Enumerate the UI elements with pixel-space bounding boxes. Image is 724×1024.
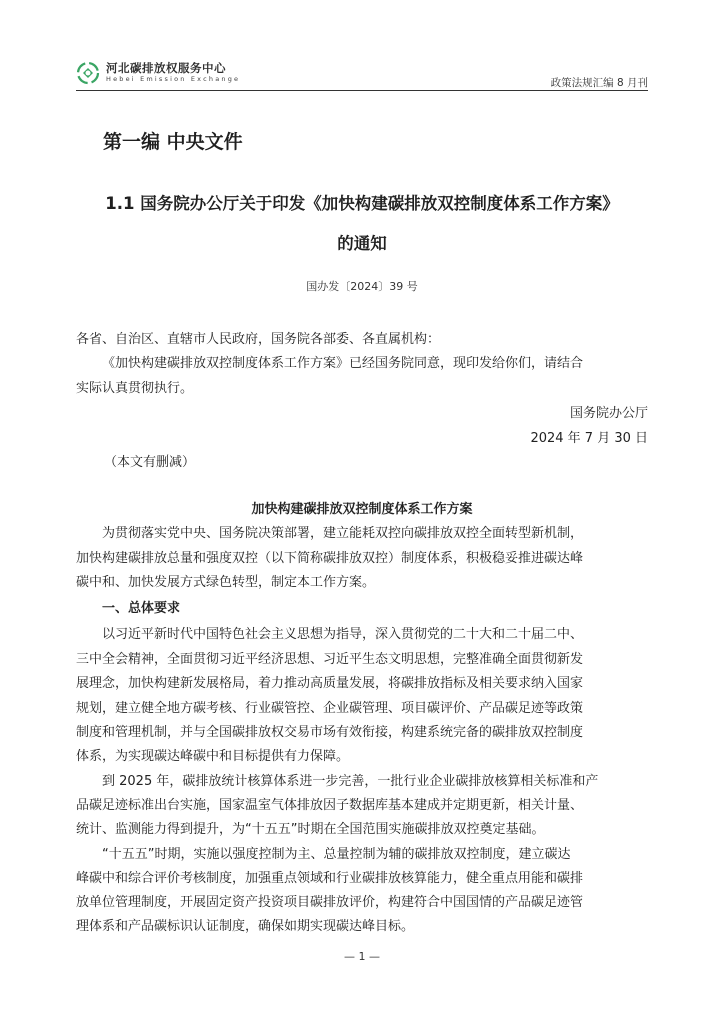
plan-title: 加快构建碳排放双控制度体系工作方案 bbox=[251, 502, 473, 517]
paragraph-line: 制度和管理机制，并与全国碳排放权交易市场有效衔接，构建系统完备的碳排放双控制度 bbox=[76, 725, 584, 740]
paragraph-line: “十五五”时期，实施以强度控制为主、总量控制为辅的碳排放双控制度，建立碳达 bbox=[102, 847, 571, 862]
paragraph-line: 规划，建立健全地方碳考核、行业碳管控、企业碳管理、项目碳评价、产品碳足迹等政策 bbox=[76, 701, 584, 716]
plan-intro-line: 为贯彻落实党中央、国务院决策部署，建立能耗双控向碳排放双控全面转型新机制， bbox=[102, 526, 584, 541]
paragraph-line: 品碳足迹标准出台实施，国家温室气体排放因子数据库基本建成并定期更新，相关计量、 bbox=[76, 798, 584, 813]
document-title-line-2: 的通知 bbox=[337, 234, 387, 253]
journal-name: 政策法规汇编 8 月刊 bbox=[550, 77, 648, 89]
notice-recipients: 各省、自治区、直辖市人民政府，国务院各部委、各直属机构： bbox=[76, 332, 441, 347]
notice-date: 2024 年 7 月 30 日 bbox=[530, 431, 648, 446]
plan-intro-line: 加快构建碳排放总量和强度双控（以下简称碳排放双控）制度体系，积极稳妥推进碳达峰 bbox=[76, 551, 584, 566]
header-divider bbox=[76, 90, 648, 91]
paragraph-line: 放单位管理制度，开展固定资产投资项目碳排放评价，构建符合中国国情的产品碳足迹管 bbox=[76, 895, 584, 910]
paragraph-line: 峰碳中和综合评价考核制度，加强重点领域和行业碳排放核算能力，健全重点用能和碳排 bbox=[76, 871, 584, 886]
hebei-emission-logo-icon bbox=[76, 61, 100, 85]
document-number: 国办发〔2024〕39 号 bbox=[306, 280, 418, 293]
org-name-en: Hebei Emission Exchange bbox=[106, 75, 241, 83]
paragraph-line: 以习近平新时代中国特色社会主义思想为指导，深入贯彻党的二十大和二十届二中、 bbox=[102, 627, 584, 642]
paragraph-line: 三中全会精神，全面贯彻习近平经济思想、习近平生态文明思想，完整准确全面贯彻新发 bbox=[76, 652, 584, 667]
page-header bbox=[76, 58, 648, 92]
plan-intro-line: 碳中和、加快发展方式绿色转型，制定本工作方案。 bbox=[76, 575, 376, 590]
org-logo bbox=[76, 58, 276, 88]
part-title: 第一编 中央文件 bbox=[103, 131, 243, 153]
notice-body-line: 《加快构建碳排放双控制度体系工作方案》已经国务院同意，现印发给你们，请结合 bbox=[102, 356, 584, 371]
paragraph-line: 展理念，加快构建新发展格局，着力推动高质量发展，将碳排放指标及相关要求纳入国家 bbox=[76, 676, 584, 691]
org-name-cn: 河北碳排放权服务中心 bbox=[106, 61, 226, 75]
notice-body-line: 实际认真贯彻执行。 bbox=[76, 381, 194, 396]
paragraph-line: 体系，为实现碳达峰碳中和目标提供有力保障。 bbox=[76, 749, 350, 764]
page-number: — 1 — bbox=[344, 950, 380, 963]
paragraph-line: 统计、监测能力得到提升，为“十五五”时期在全国范围实施碳排放双控奠定基础。 bbox=[76, 822, 545, 837]
section-heading: 一、总体要求 bbox=[102, 601, 181, 616]
document-title-line-1: 1.1 国务院办公厅关于印发《加快构建碳排放双控制度体系工作方案》 bbox=[105, 194, 619, 213]
abridged-note: （本文有删减） bbox=[104, 455, 196, 470]
paragraph-line: 理体系和产品碳标识认证制度，确保如期实现碳达峰目标。 bbox=[76, 919, 415, 934]
notice-issuer: 国务院办公厅 bbox=[569, 406, 648, 421]
paragraph-line: 到 2025 年，碳排放统计核算体系进一步完善，一批行业企业碳排放核算相关标准和产 bbox=[102, 774, 599, 789]
